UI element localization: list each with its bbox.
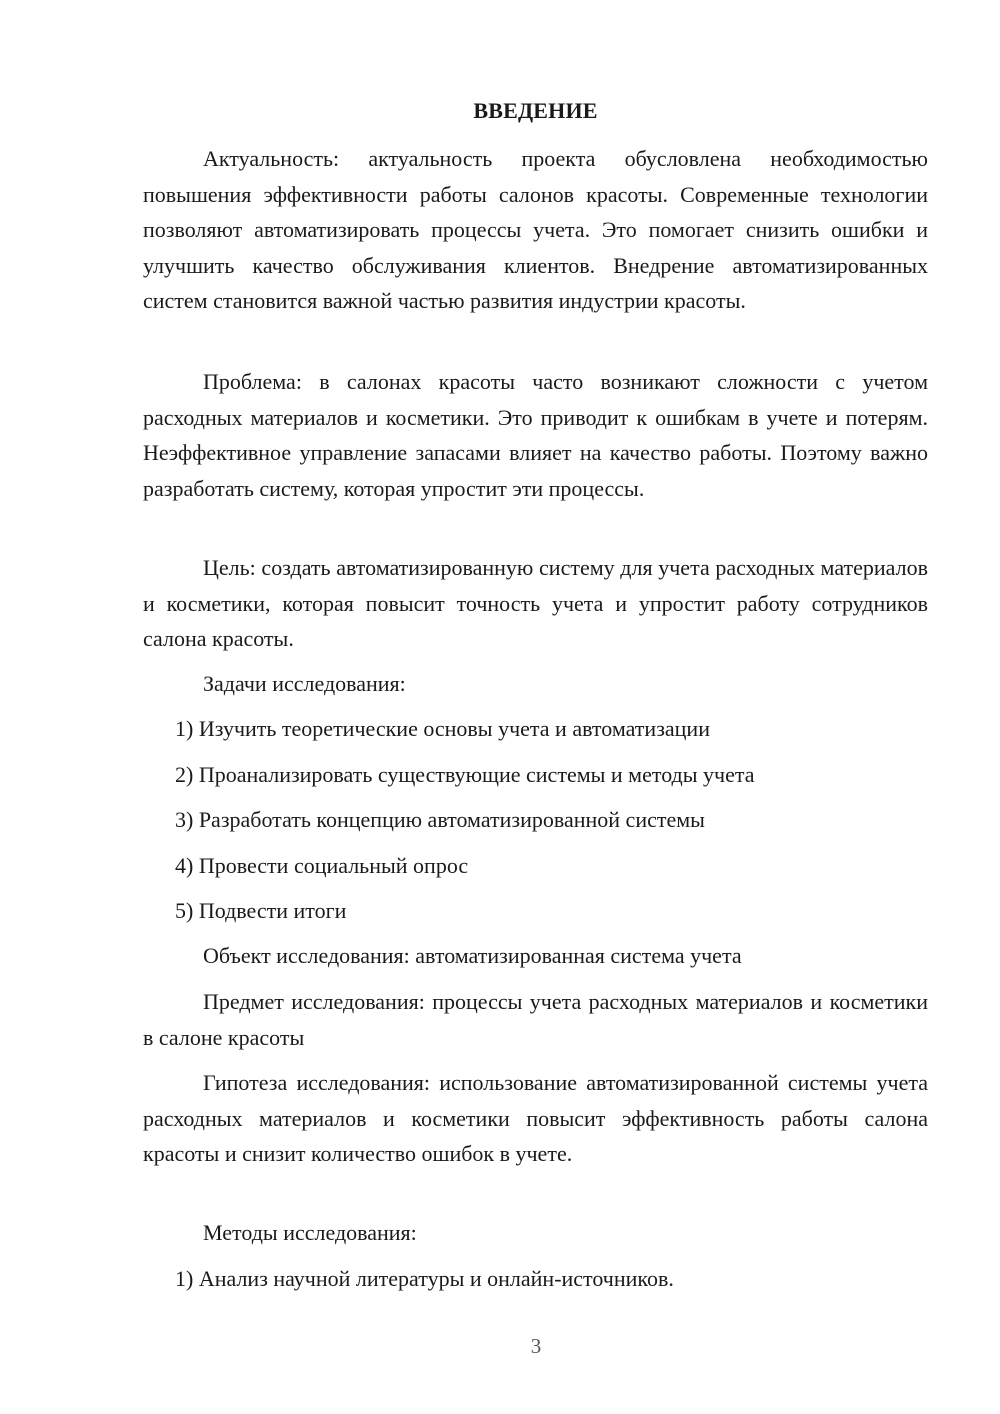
tasks-heading: Задачи исследования: (203, 671, 406, 696)
page-title: ВВЕДЕНИЕ (473, 98, 598, 123)
task-item-2: 2) Проанализировать существующие системы и методы учета (175, 762, 755, 787)
paragraph-subject: Предмет исследования: процессы учета расходных материалов и косметики в салоне красоты (143, 989, 928, 1050)
task-item-4: 4) Провести социальный опрос (175, 853, 469, 878)
paragraph-problem: Проблема: в салонах красоты часто возникают сложности с учетом расходных материалов и косметики. Это приводит к ошибкам в учете и потерям. Неэффективное управление запасами влияет на качество работы. Поэтому важно разработать систему, которая упростит эти процессы. (143, 369, 928, 501)
paragraph-object: Объект исследования: автоматизированная система учета (203, 943, 742, 968)
task-item-5: 5) Подвести итоги (175, 898, 347, 923)
methods-heading: Методы исследования: (203, 1220, 417, 1245)
method-item-1: 1) Анализ научной литературы и онлайн-источников. (175, 1266, 674, 1291)
paragraph-goal: Цель: создать автоматизированную систему для учета расходных материалов и косметики, которая повысит точность учета и упростит работу сотрудников салона красоты. (143, 555, 928, 651)
paragraph-relevance: Актуальность: актуальность проекта обусловлена необходимостью повышения эффективности работы салонов красоты. Современные технологии позволяют автоматизировать процессы учета. Это помогает снизить ошибки и улучшить качество обслуживания клиентов. Внедрение автоматизированных систем становится важной частью развития индустрии красоты. (143, 146, 928, 313)
task-item-1: 1) Изучить теоретические основы учета и автоматизации (175, 716, 710, 741)
paragraph-hypothesis: Гипотеза исследования: использование автоматизированной системы учета расходных материалов и косметики повысит эффективность работы салона красоты и снизит количество ошибок в учете. (143, 1070, 928, 1166)
page-number: 3 (530, 1334, 542, 1358)
task-item-3: 3) Разработать концепцию автоматизированной системы (175, 807, 705, 832)
